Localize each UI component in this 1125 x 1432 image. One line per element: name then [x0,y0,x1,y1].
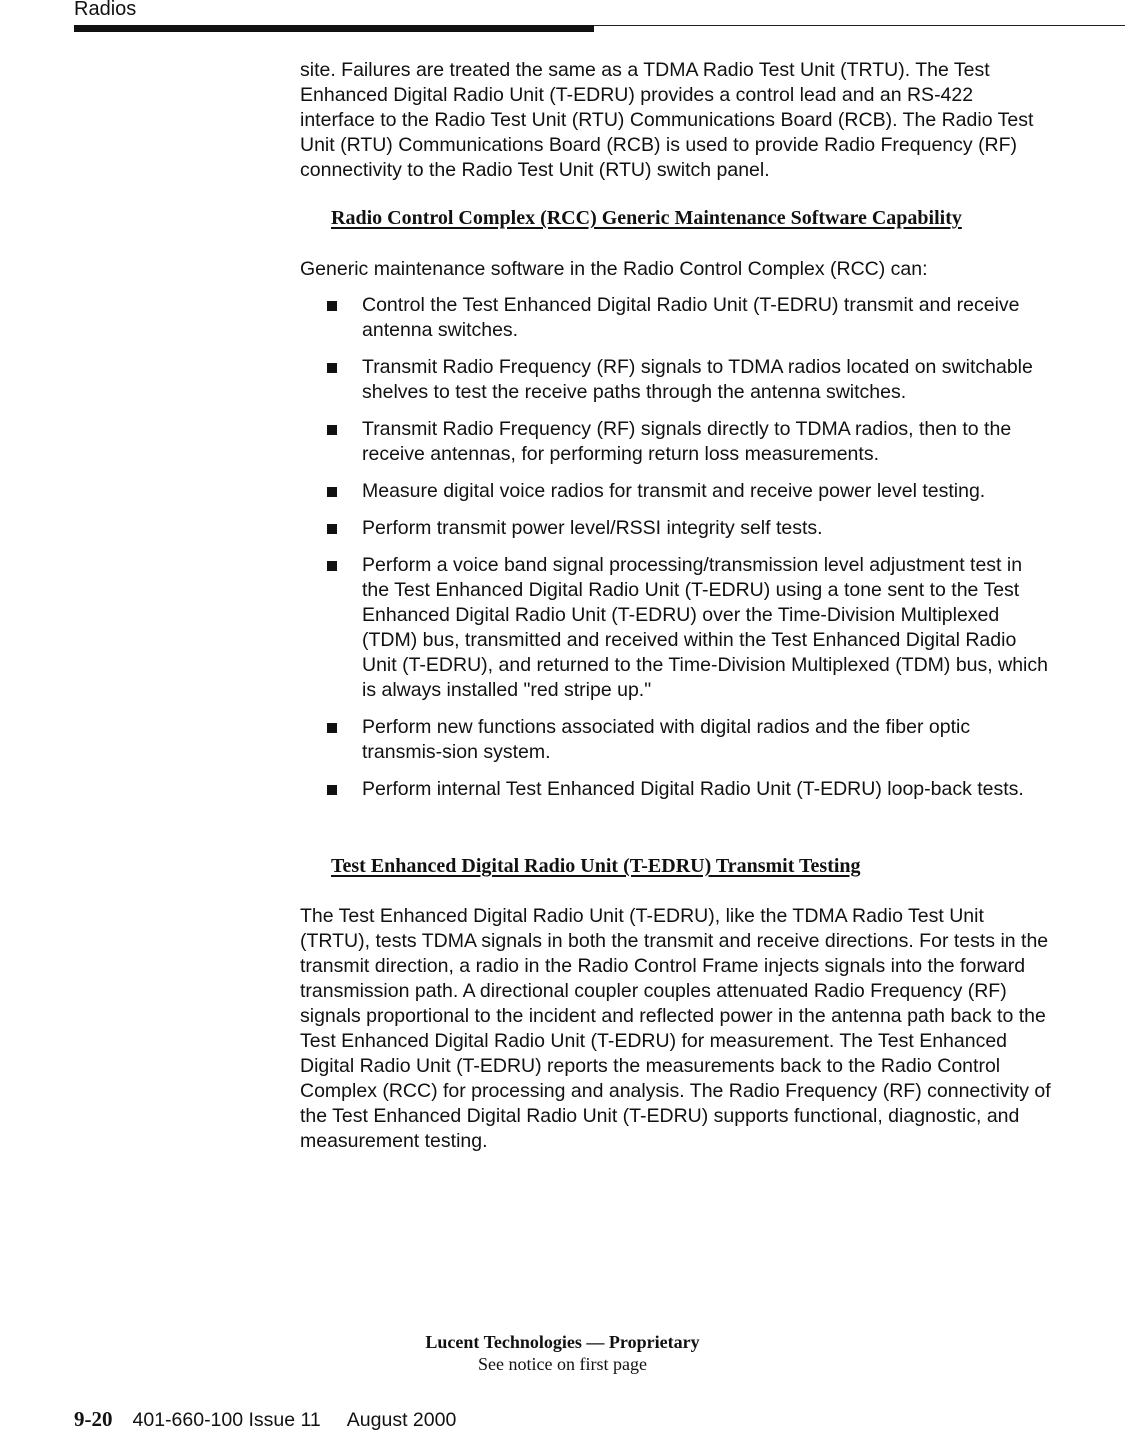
publication-date: August 2000 [346,1409,457,1431]
list-item-text: Measure digital voice radios for transmit and receive power level testing. [362,480,986,502]
bullet-square-icon [327,425,337,435]
footer-proprietary-notice: Lucent Technologies — Proprietary [425,1332,700,1352]
bullet-square-icon [327,363,337,373]
list-item [300,293,1052,343]
footer-document-info [74,1407,456,1432]
list-item [300,715,1052,765]
section-lead-text: Generic maintenance software in the Radio Control Complex (RCC) can: [300,258,928,280]
list-item [300,417,1052,467]
bullet-square-icon [327,524,337,534]
list-item-text: Control the Test Enhanced Digital Radio Unit (T-EDRU) transmit and receive antenna switches. [362,294,1020,341]
capability-list [300,293,1052,814]
header-title: Radios [74,0,137,20]
list-item-text: Transmit Radio Frequency (RF) signals to TDMA radios located on switchable shelves to test the receive paths through the antenna switches. [362,356,1033,403]
bullet-square-icon [327,487,337,497]
bullet-square-icon [327,723,337,733]
list-item [300,553,1052,703]
list-item [300,516,1052,541]
document-id: 401-660-100 Issue 11 [132,1409,321,1431]
bullet-square-icon [327,301,337,311]
list-item-text: Perform new functions associated with digital radios and the fiber optic transmis-sion system. [362,716,971,763]
section-heading-tedru-transmit-testing: Test Enhanced Digital Radio Unit (T-EDRU) Transmit Testing [331,855,861,877]
list-item-text: Perform internal Test Enhanced Digital Radio Unit (T-EDRU) loop-back tests. [362,778,1024,800]
bullet-square-icon [327,785,337,795]
footer-see-notice: See notice on first page [478,1354,647,1374]
list-item-text: Perform a voice band signal processing/transmission level adjustment test in the Test Enhanced Digital Radio Unit (T-EDRU) using a tone sent to the Test Enhanced Digital Radio Unit (T-EDRU) over the Time-Division Multiplexed (TDM) bus, transmitted and received within the Test Enhanced Digital Radio Unit (T-EDRU), and returned to the Time-Division Multiplexed (TDM) bus, which is always installed "red stripe up." [362,554,1048,701]
list-item-text: Transmit Radio Frequency (RF) signals directly to TDMA radios, then to the receive antennas, for performing return loss measurements. [362,418,1012,465]
section-heading-rcc-maintenance: Radio Control Complex (RCC) Generic Maintenance Software Capability [331,207,962,229]
list-item [300,777,1052,802]
page-number: 9-20 [74,1407,113,1431]
header-rule-bar [74,25,594,32]
list-item-text: Perform transmit power level/RSSI integrity self tests. [362,517,823,539]
list-item [300,479,1052,504]
list-item [300,355,1052,405]
intro-paragraph: site. Failures are treated the same as a TDMA Radio Test Unit (TRTU). The Test Enhanced Digital Radio Unit (T-EDRU) provides a control lead and an RS-422 interface to the Radio Test Unit (RTU) Communications Board (RCB). The Radio Test Unit (RTU) Communications Board (RCB) is used to provide Radio Frequency (RF) connectivity to the Radio Test Unit (RTU) switch panel. [300,59,1034,181]
bullet-square-icon [327,561,337,571]
transmit-testing-paragraph: The Test Enhanced Digital Radio Unit (T-EDRU), like the TDMA Radio Test Unit (TRTU), tests TDMA signals in both the transmit and receive directions. For tests in the transmit direction, a radio in the Radio Control Frame injects signals into the forward transmission path. A directional coupler couples attenuated Radio Frequency (RF) signals proportional to the incident and reflected power in the antenna path back to the Test Enhanced Digital Radio Unit (T-EDRU) for measurement. The Test Enhanced Digital Radio Unit (T-EDRU) reports the measurements back to the Radio Control Complex (RCC) for processing and analysis. The Radio Frequency (RF) connectivity of the Test Enhanced Digital Radio Unit (T-EDRU) supports functional, diagnostic, and measurement testing. [300,905,1051,1152]
